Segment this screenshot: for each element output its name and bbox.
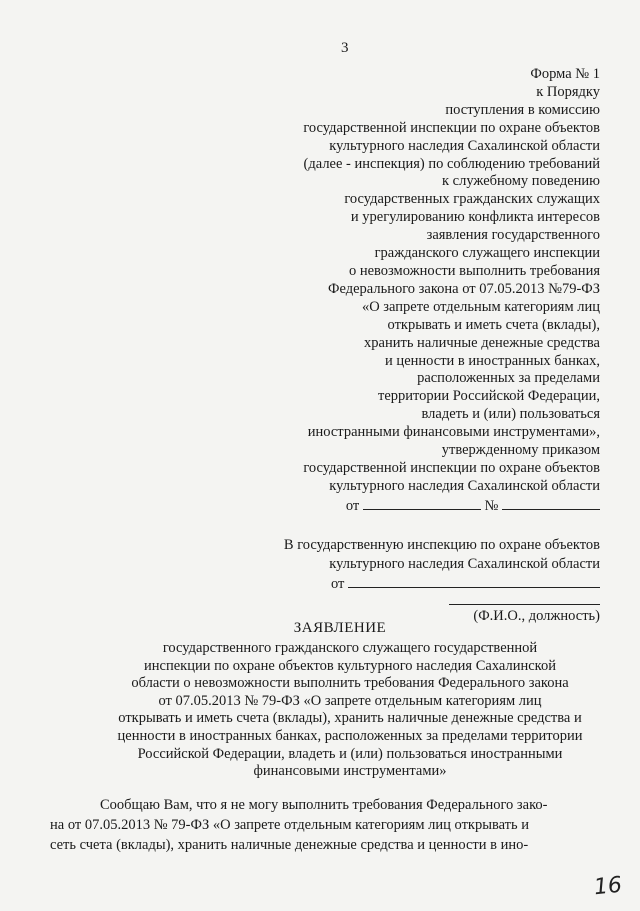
header-line: расположенных за пределами — [417, 370, 600, 387]
from-line — [284, 574, 600, 594]
body-line: на от 07.05.2013 № 79-ФЗ «О запрете отдельным категориям лиц открывать и — [50, 817, 530, 833]
subtitle-line: ценности в иностранных банках, расположенных за пределами территории — [117, 727, 583, 744]
subtitle-line: инспекции по охране объектов культурного наследия Сахалинской — [144, 657, 556, 674]
header-line: территории Российской Федерации, — [377, 388, 600, 405]
number-prefix: № — [484, 497, 499, 514]
subtitle-line: области о невозможности выполнить требования Федерального закона — [131, 675, 569, 692]
addressee-line: В государственную инспекцию по охране объектов — [283, 537, 600, 553]
date-prefix: от — [345, 497, 360, 514]
subtitle-line: финансовыми инструментами» — [253, 763, 447, 780]
header-line: владеть и (или) пользоваться — [421, 406, 600, 423]
header-line: государственной инспекции по охране объектов — [303, 459, 600, 476]
body-line: сеть счета (вклады), хранить наличные денежные средства и ценности в ино- — [50, 837, 529, 853]
header-line: к служебному поведению — [441, 173, 600, 190]
header-line: государственных гражданских служащих — [344, 191, 600, 208]
document-title: ЗАЯВЛЕНИЕ — [293, 620, 387, 636]
header-line: открывать и иметь счета (вклады), — [387, 316, 600, 333]
header-line: Федерального закона от 07.05.2013 №79-ФЗ — [328, 280, 600, 297]
fio-caption: (Ф.И.О., должность) — [473, 608, 600, 624]
from-prefix: от — [330, 576, 345, 592]
body-text — [50, 795, 548, 855]
header-line: (далее - инспекция) по соблюдению требований — [303, 155, 600, 172]
header-line: заявления государственного — [426, 227, 600, 244]
header-line: и урегулированию конфликта интересов — [350, 209, 600, 226]
header-line: о невозможности выполнить требования — [348, 262, 600, 279]
handwritten-page-number: 16 — [592, 872, 624, 901]
form-header-block — [303, 66, 600, 516]
subtitle-line: открывать и иметь счета (вклады), хранить наличные денежные средства и — [118, 710, 582, 727]
subtitle-line: от 07.05.2013 № 79-ФЗ «О запрете отдельным категориям лиц — [158, 692, 542, 709]
from-blank — [348, 574, 600, 588]
addressee-line: культурного наследия Сахалинской области — [329, 556, 600, 572]
header-line: поступления в комиссию — [445, 101, 600, 118]
addressee-block — [284, 536, 600, 626]
header-line: культурного наследия Сахалинской области — [329, 477, 600, 494]
body-line: Сообщаю Вам, что я не могу выполнить требования Федерального зако- — [100, 797, 548, 813]
header-line: культурного наследия Сахалинской области — [329, 137, 600, 154]
header-line: «О запрете отдельным категориям лиц — [361, 298, 600, 315]
header-line: к Порядку — [536, 83, 600, 100]
header-line: и ценности в иностранных банках, — [385, 352, 600, 369]
page-number: 3 — [341, 40, 349, 56]
header-line: Форма № 1 — [530, 66, 600, 82]
number-blank — [502, 496, 600, 510]
header-line: хранить наличные денежные средства — [364, 334, 600, 351]
subtitle-line: государственного гражданского служащего государственной — [162, 640, 538, 656]
date-blank — [363, 496, 481, 510]
date-number-line — [303, 496, 600, 516]
header-line: государственной инспекции по охране объектов — [303, 119, 600, 136]
subtitle-line: Российской Федерации, владеть и (или) пользоваться иностранными — [137, 745, 563, 762]
header-line: иностранными финансовыми инструментами», — [307, 424, 600, 441]
document-subtitle — [60, 640, 640, 781]
header-line: гражданского служащего инспекции — [374, 245, 600, 262]
header-line: утвержденному приказом — [441, 442, 600, 459]
